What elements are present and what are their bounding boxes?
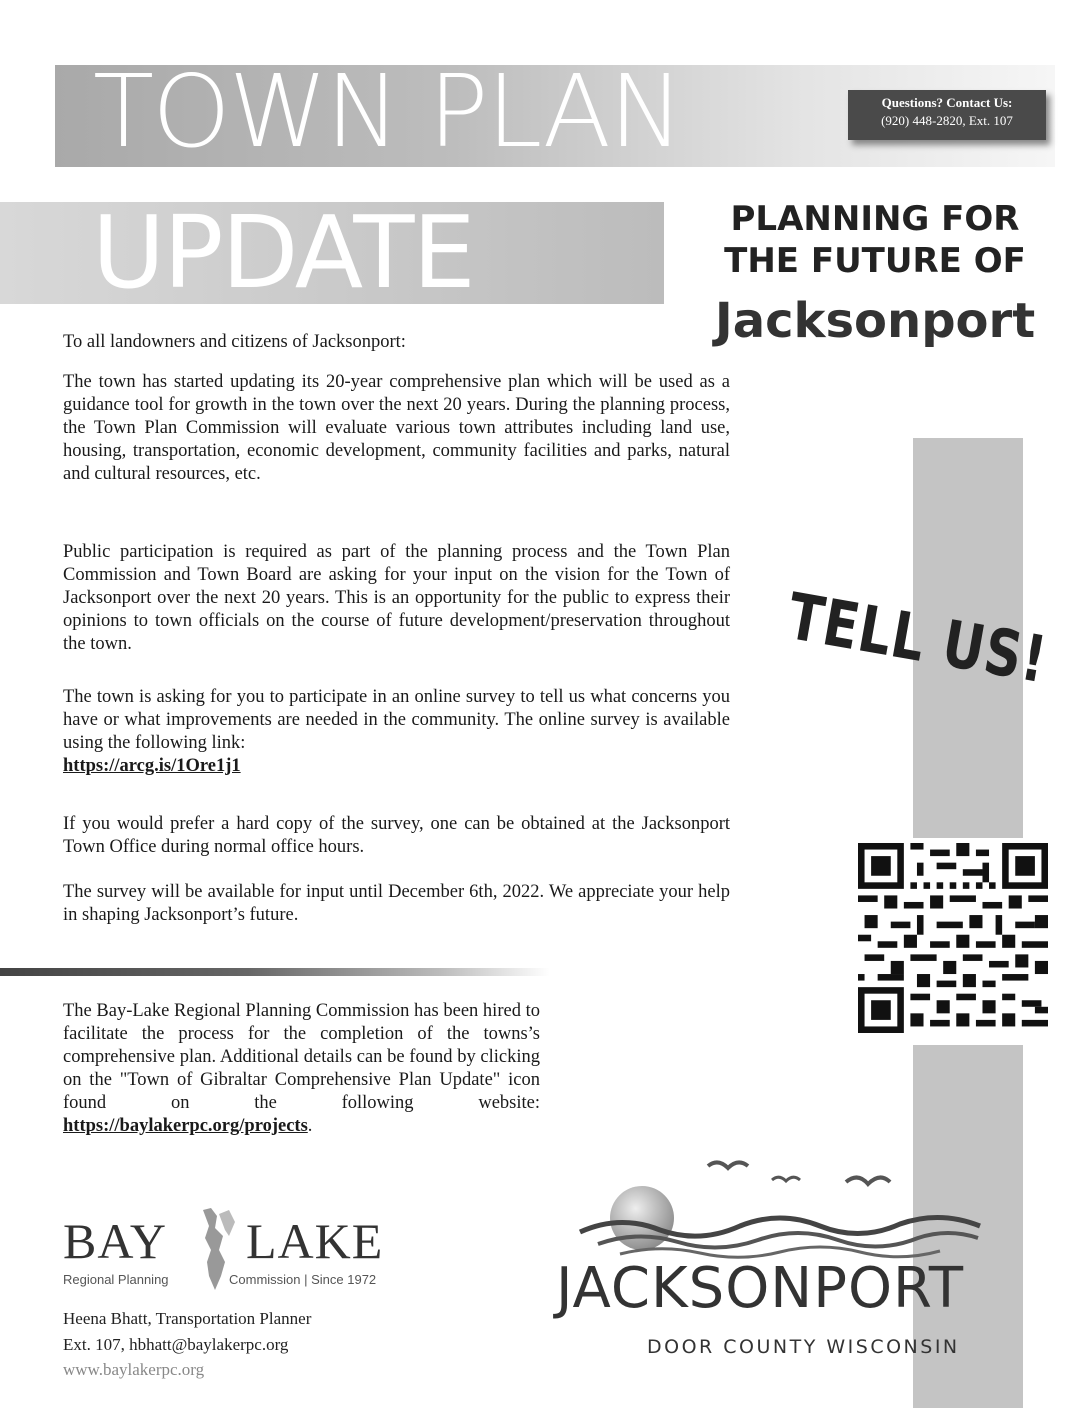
contact-question: Questions? Contact Us:	[881, 95, 1013, 110]
contact-box	[848, 90, 1046, 140]
baylake-website[interactable]: www.baylakerpc.org	[63, 1360, 205, 1379]
baylake-logo	[63, 1212, 423, 1294]
contact-phone: (920) 448-2820, Ext. 107	[881, 113, 1013, 128]
baylake-paragraph: The Bay-Lake Regional Planning Commission has been hired to facilitate the process for the completion of the towns’s comprehensive plan. Additional details can be found by clicking on the "Town of Gibraltar Comprehensive Plan Update" icon found on the following website: https://baylakerpc.org/projects.	[63, 1001, 540, 1136]
sun-waves-birds-icon	[550, 1140, 1070, 1260]
qr-code-icon	[858, 843, 1048, 1033]
section-divider	[0, 968, 550, 976]
paragraph-4: If you would prefer a hard copy of the survey, one can be obtained at the Jacksonport Town Office during normal office hours.	[63, 814, 730, 857]
tell-us-callout: TELL US!	[782, 580, 1053, 699]
title-line-1: TOWN PLAN	[93, 53, 682, 170]
paragraph-1: The town has started updating its 20-year comprehensive plan which will be used as a guidance tool for growth in the town over the next 20 years. During the planning process, the Town Plan Commission will evaluate various town attributes including land use, housing, transportation, economic development, community facilities and parks, natural and cultural resources, etc.	[63, 372, 730, 484]
title-banner-2	[0, 194, 664, 311]
paragraph-5: The survey will be available for input until December 6th, 2022. We appreciate your help in shaping Jacksonport’s future.	[63, 882, 730, 925]
headline-line-3: Jacksonport	[714, 293, 1036, 349]
planner-name: Heena Bhatt, Transportation Planner	[63, 1309, 312, 1328]
paragraph-3: The town is asking for you to participate in an online survey to tell us what concerns you have or what improvements are needed in the community. The online survey is available using the following link: https://arcg.is/1Ore1j1	[63, 687, 730, 776]
baylake-tagline-1: Regional Planning	[63, 1272, 169, 1287]
jacksonport-logo-subtitle: DOOR COUNTY WISCONSIN	[647, 1336, 960, 1358]
headline-line-1: PLANNING FOR	[730, 199, 1020, 239]
jacksonport-logo	[550, 1140, 1070, 1370]
projects-link[interactable]: https://baylakerpc.org/projects	[63, 1116, 308, 1136]
headline	[690, 198, 1060, 352]
planner-contact	[63, 1306, 311, 1358]
baylake-logo-lake: LAKE	[246, 1213, 384, 1269]
baylake-logo-bay: BAY	[63, 1213, 167, 1269]
title-line-2: UPDATE	[92, 194, 474, 311]
survey-link[interactable]: https://arcg.is/1Ore1j1	[63, 756, 241, 776]
greeting: To all landowners and citizens of Jacksonport:	[63, 332, 406, 352]
planner-info: Ext. 107, hbhatt@baylakerpc.org	[63, 1335, 289, 1354]
jacksonport-logo-name: JACKSONPORT	[556, 1256, 965, 1321]
headline-line-2: THE FUTURE OF	[724, 241, 1026, 281]
paragraph-2: Public participation is required as part of the planning process and the Town Plan Commission and Town Board are asking for your input on the vision for the Town of Jacksonport over the next 20 years. This is an opportunity for the public to express their opinions to town officials on the course of future development/preservation throughout the town.	[63, 542, 730, 654]
baylake-tagline-2: Commission | Since 1972	[229, 1272, 377, 1287]
